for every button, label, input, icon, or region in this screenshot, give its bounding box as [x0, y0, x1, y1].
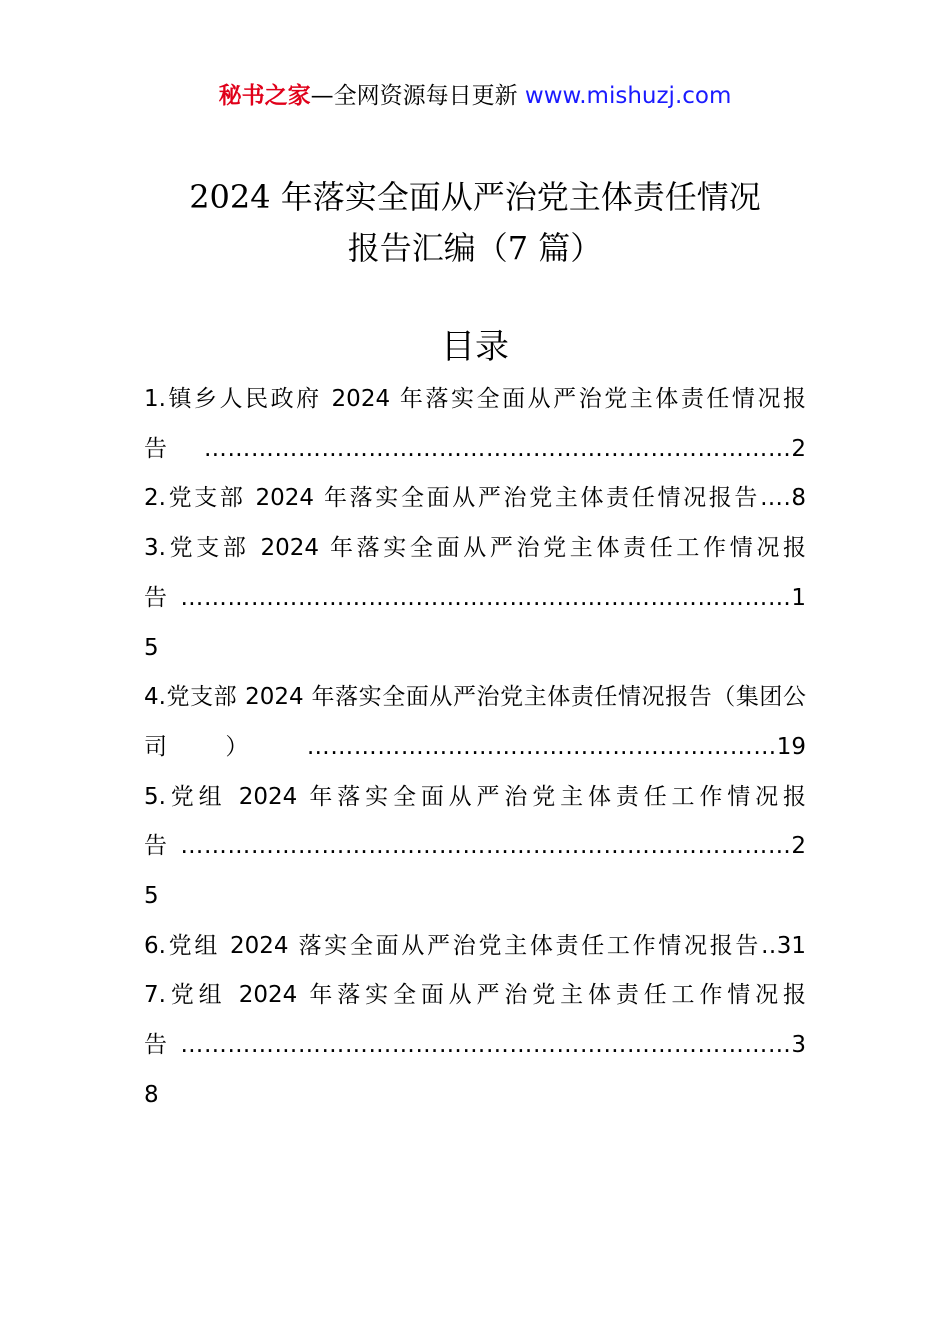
toc-entry-leader: ……………………………………………………………………	[180, 1032, 792, 1059]
toc-entry-page: 31	[776, 932, 806, 959]
table-of-contents	[144, 375, 806, 1121]
toc-entry-page: 25	[144, 833, 806, 910]
toc-entry-1[interactable]	[144, 375, 806, 474]
toc-entry-title: 4.党支部 2024 年落实全面从严治党主体责任情况报告（集团公司）	[144, 684, 806, 760]
toc-entry-page: 8	[791, 485, 806, 512]
toc-entry-title: 7.党组 2024 年落实全面从严治党主体责任工作情况报告	[144, 982, 806, 1059]
toc-entry-leader: ……………………………………………………………………	[180, 584, 792, 611]
brand-name: 秘书之家	[218, 83, 311, 109]
toc-entry-page: 38	[144, 1032, 806, 1108]
toc-entry-leader: …………………………………………………………………	[203, 435, 792, 462]
toc-entry-4[interactable]	[144, 673, 806, 772]
toc-entry-2[interactable]	[144, 474, 806, 524]
toc-entry-page: 2	[791, 435, 806, 462]
site-tagline: —全网资源每日更新	[310, 83, 525, 109]
toc-entry-leader: ……………………………………………………………………	[180, 833, 792, 860]
toc-entry-page: 19	[776, 733, 806, 760]
document-title	[0, 172, 950, 274]
toc-entry-title: 5.党组 2024 年落实全面从严治党主体责任工作情况报告	[144, 783, 806, 860]
toc-entry-5[interactable]	[144, 773, 806, 922]
toc-entry-leader: ……………………………………………………	[306, 733, 777, 760]
toc-entry-title: 2.党支部 2024 年落实全面从严治党主体责任情况报告	[144, 485, 761, 512]
site-header	[0, 80, 950, 112]
toc-entry-3[interactable]	[144, 524, 806, 673]
toc-entry-leader: ..	[761, 932, 777, 959]
document-title-line-1: 2024 年落实全面从严治党主体责任情况	[189, 178, 761, 216]
toc-entry-title: 3.党支部 2024 年落实全面从严治党主体责任工作情况报告	[144, 535, 806, 611]
toc-entry-leader: ….	[760, 485, 792, 512]
toc-entry-title: 6.党组 2024 落实全面从严治党主体责任工作情况报告	[144, 932, 762, 959]
toc-heading: 目录	[441, 327, 509, 367]
toc-entry-title: 1.镇乡人民政府 2024 年落实全面从严治党主体责任情况报告	[144, 386, 806, 462]
toc-entry-7[interactable]	[144, 971, 806, 1120]
toc-entry-6[interactable]	[144, 922, 806, 972]
toc-entry-page: 15	[144, 584, 806, 661]
site-url-link[interactable]: www.mishuzj.com	[524, 83, 732, 109]
document-title-line-2: 报告汇编（7 篇）	[347, 229, 603, 267]
